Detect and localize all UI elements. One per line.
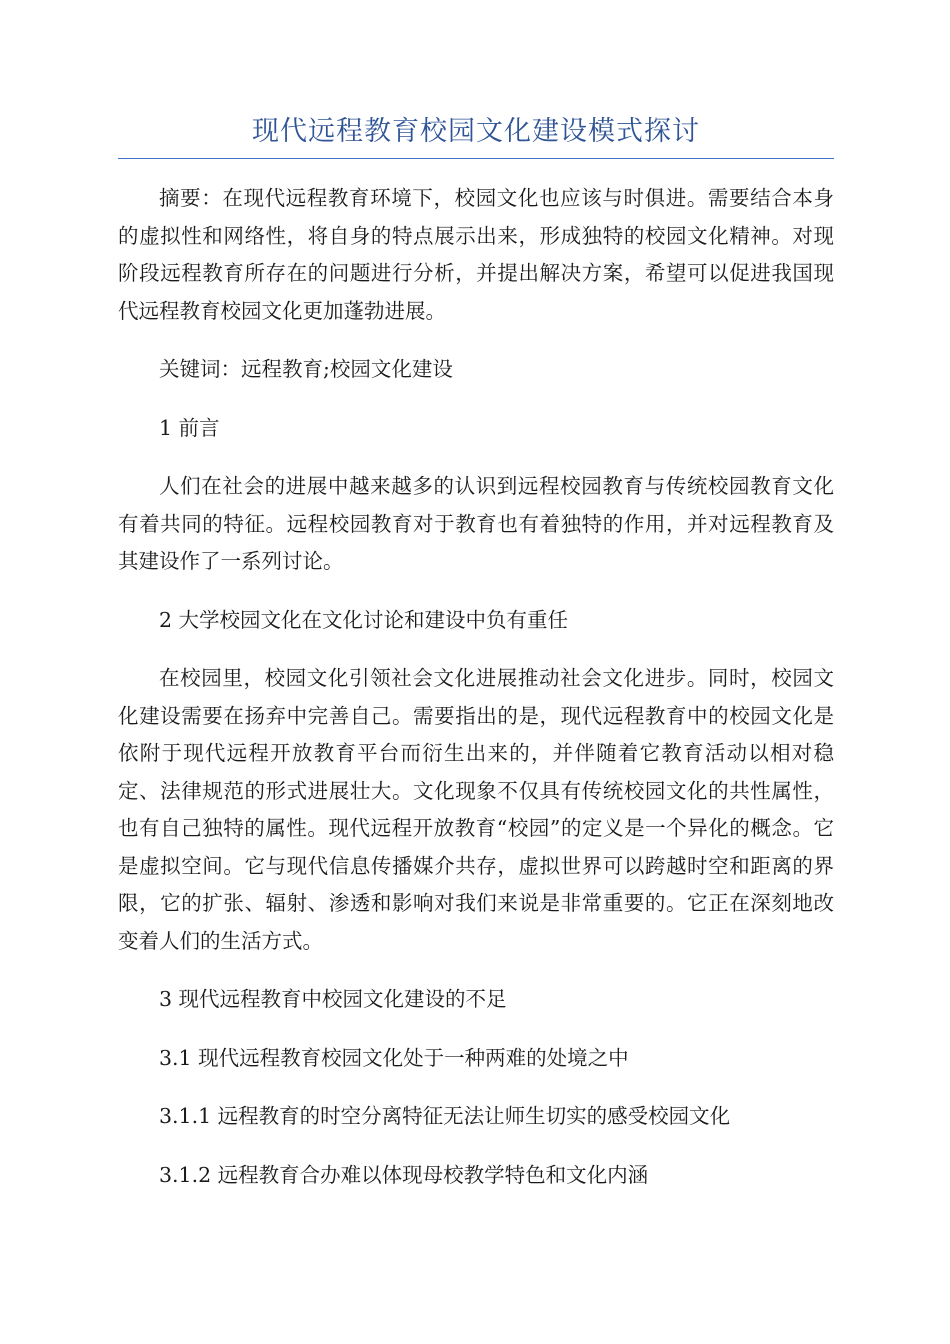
spacer: [118, 1019, 834, 1040]
spacer: [118, 1077, 834, 1098]
spacer: [118, 330, 834, 351]
spacer: [118, 1136, 834, 1157]
section-heading-3-1-1: 3.1.1 远程教育的时空分离特征无法让师生切实的感受校园文化: [159, 1104, 731, 1128]
spacer: [118, 159, 834, 180]
section-heading-3: 3 现代远程教育中校园文化建设的不足: [159, 987, 507, 1011]
section-heading-3-1-2: 3.1.2 远程教育合办难以体现母校教学特色和文化内涵: [159, 1162, 649, 1187]
spacer: [118, 960, 834, 981]
section-heading-1: 1 前言: [159, 415, 220, 440]
document-title: 现代远程教育校园文化建设模式探讨: [118, 112, 834, 159]
section-heading-2: 2 大学校园文化在文化讨论和建设中负有重任: [159, 607, 569, 632]
section-body-1: 人们在社会的进展中越来越多的认识到远程校园教育与传统校园教育文化有着共同的特征。远程校园教育对于教育也有着独特的作用，并对远程教育及其建设作了一系列讨论。: [118, 474, 834, 573]
spacer: [118, 447, 834, 468]
spacer: [118, 389, 834, 410]
document-page: [118, 112, 834, 1194]
section-heading-3-1: 3.1 现代远程教育校园文化处于一种两难的处境之中: [159, 1045, 629, 1070]
spacer: [118, 639, 834, 660]
spacer: [118, 581, 834, 602]
section-body-2: 在校园里，校园文化引领社会文化进展推动社会文化进步。同时，校园文化建设需要在扬弃中完善自己。需要指出的是，现代远程教育中的校园文化是依附于现代远程开放教育平台而衍生出来的，并伴随着它教育活动以相对稳定、法律规范的形式进展壮大。文化现象不仅具有传统校园文化的共性属性，也有自己独特的属性。现代远程开放教育“校园”的定义是一个异化的概念。它是虚拟空间。它与现代信息传播媒介共存，虚拟世界可以跨越时空和距离的界限，它的扩张、辐射、渗透和影响对我们来说是非常重要的。它正在深刻地改变着人们的生活方式。: [118, 666, 834, 953]
abstract-paragraph: 摘要：在现代远程教育环境下，校园文化也应该与时俱进。需要结合本身的虚拟性和网络性，将自身的特点展示出来，形成独特的校园文化精神。对现阶段远程教育所存在的问题进行分析，并提出解决方案，希望可以促进我国现代远程教育校园文化更加蓬勃进展。: [118, 186, 834, 323]
keywords-line: 关键词：远程教育;校园文化建设: [159, 357, 453, 381]
